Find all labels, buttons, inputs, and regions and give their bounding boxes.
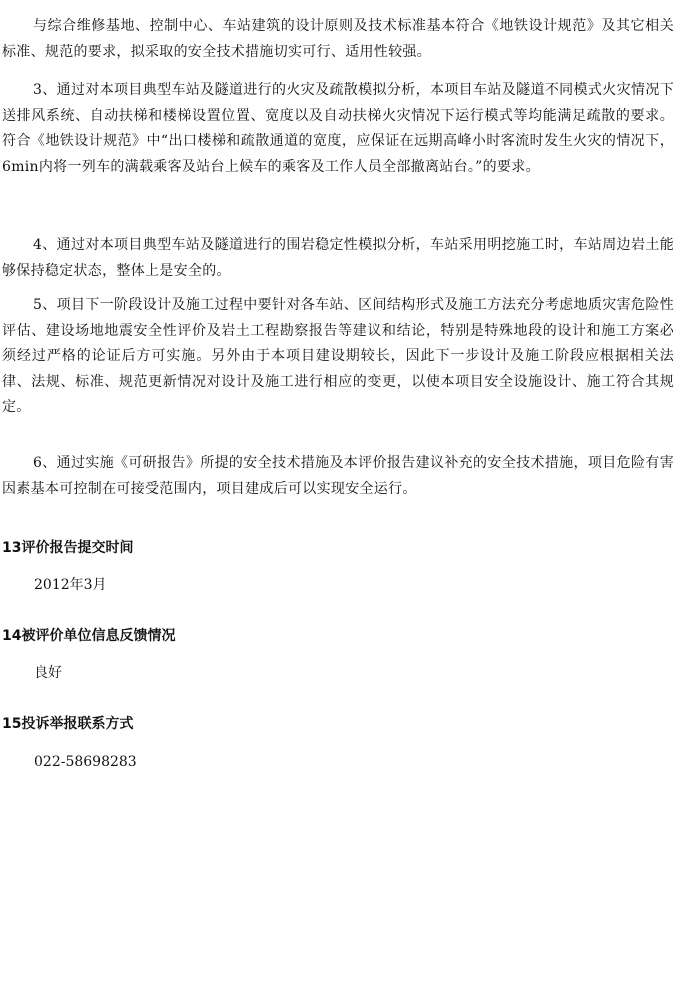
section-heading-feedback: 14被评价单位信息反馈情况: [2, 628, 176, 644]
paragraph-conclusion-2-continued: 与综合维修基地、控制中心、车站建筑的设计原则及技术标准基本符合《地铁设计规范》及其它相关标准、规范的要求，拟采取的安全技术措施切实可行、适用性较强。: [2, 18, 674, 60]
section-heading-submission-time: 13评价报告提交时间: [2, 540, 134, 556]
submission-time-value: 2012年3月: [34, 577, 107, 593]
complaint-contact-phone: 022-58698283: [34, 754, 137, 770]
feedback-value: 良好: [34, 665, 62, 681]
paragraph-conclusion-4: 4、通过对本项目典型车站及隧道进行的围岩稳定性模拟分析，车站采用明挖施工时，车站周边岩土能够保持稳定状态，整体上是安全的。: [2, 237, 674, 279]
section-heading-complaint-contact: 15投诉举报联系方式: [2, 716, 134, 732]
paragraph-conclusion-3: 3、通过对本项目典型车站及隧道进行的火灾及疏散模拟分析，本项目车站及隧道不同模式火灾情况下送排风系统、自动扶梯和楼梯设置位置、宽度以及自动扶梯火灾情况下运行模式等均能满足疏散的要求。符合《地铁设计规范》中“出口楼梯和疏散通道的宽度，应保证在远期高峰小时客流时发生火灾的情况下，6min内将一列车的满载乘客及站台上候车的乘客及工作人员全部撤离站台。”的要求。: [2, 82, 674, 175]
paragraph-conclusion-6: 6、通过实施《可研报告》所提的安全技术措施及本评价报告建议补充的安全技术措施，项目危险有害因素基本可控制在可接受范围内，项目建成后可以实现安全运行。: [2, 455, 674, 497]
paragraph-conclusion-5: 5、项目下一阶段设计及施工过程中要针对各车站、区间结构形式及施工方法充分考虑地质灾害危险性评估、建设场地地震安全性评价及岩土工程勘察报告等建议和结论，特别是特殊地段的设计和施工方案必须经过严格的论证后方可实施。另外由于本项目建设期较长，因此下一步设计及施工阶段应根据相关法律、法规、标准、规范更新情况对设计及施工进行相应的变更，以使本项目安全设施设计、施工符合其规定。: [2, 297, 674, 415]
